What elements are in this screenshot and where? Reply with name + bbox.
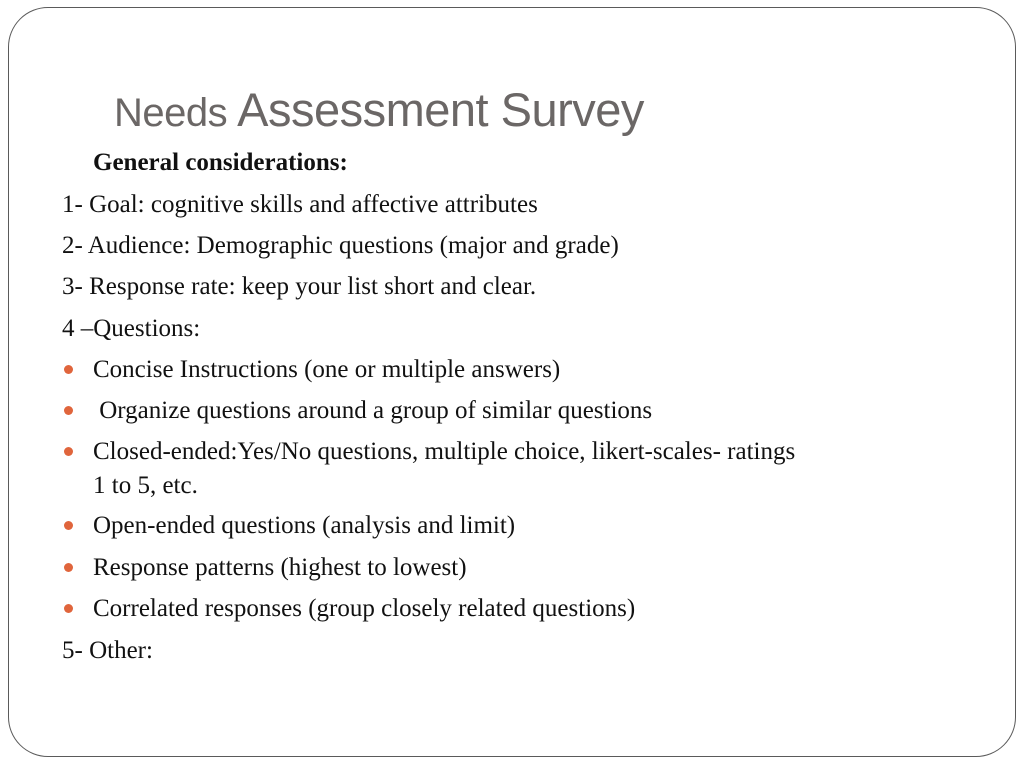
slide-title xyxy=(114,83,644,136)
bullet-dot-icon xyxy=(64,365,73,374)
bullet-dot-icon xyxy=(64,447,73,456)
numbered-line-questions: 4 –Questions: xyxy=(62,315,201,342)
bullet-text: Organize questions around a group of similar questions xyxy=(93,397,653,424)
title-part-needs: Needs xyxy=(114,91,228,135)
subheading: General considerations: xyxy=(93,149,348,176)
bullet-dot-icon xyxy=(64,521,73,530)
bullet-dot-icon xyxy=(64,604,73,613)
numbered-line-audience: 2- Audience: Demographic questions (major and grade) xyxy=(62,232,619,259)
bullet-text-continuation: 1 to 5, etc. xyxy=(93,472,198,499)
bullet-text: Concise Instructions (one or multiple answers) xyxy=(93,356,561,383)
title-part-assessment-survey: Assessment Survey xyxy=(227,83,644,136)
bullet-text: Open-ended questions (analysis and limit) xyxy=(93,512,516,539)
numbered-line-goal: 1- Goal: cognitive skills and affective attributes xyxy=(62,191,538,218)
bullet-dot-icon xyxy=(64,406,73,415)
bullet-text: Closed-ended:Yes/No questions, multiple choice, likert-scales- ratings xyxy=(93,438,796,465)
numbered-line-response-rate: 3- Response rate: keep your list short and clear. xyxy=(62,273,537,300)
bullet-dot-icon xyxy=(64,563,73,572)
bullet-text: Response patterns (highest to lowest) xyxy=(93,554,467,581)
bullet-text: Correlated responses (group closely related questions) xyxy=(93,595,636,622)
numbered-line-other: 5- Other: xyxy=(62,637,153,664)
